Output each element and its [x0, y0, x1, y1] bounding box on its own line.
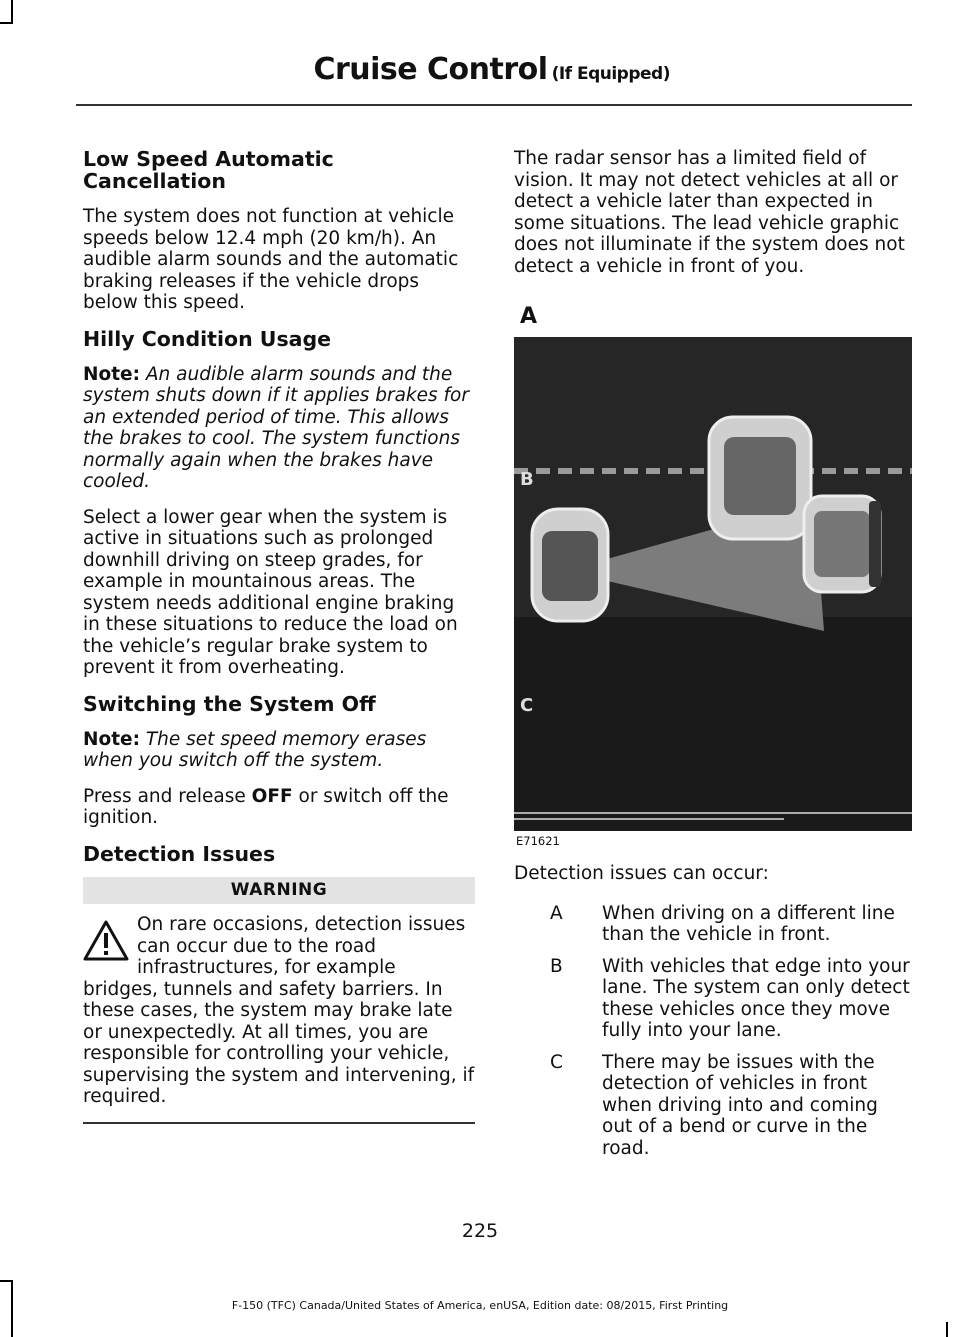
list-item-key: B	[550, 955, 563, 977]
figure-code: E71621	[516, 834, 560, 848]
warning-triangle-icon	[83, 920, 129, 962]
left-column	[83, 148, 475, 1124]
right-column	[514, 148, 912, 1169]
note-label: Note:	[83, 363, 140, 385]
paragraph-detection-intro: Detection issues can occur:	[514, 863, 769, 884]
page-number: 225	[461, 1220, 499, 1242]
header-subtitle: (If Equipped)	[551, 64, 670, 84]
warning-box	[83, 877, 475, 1124]
warning-label: WARNING	[83, 877, 475, 905]
figure-label-a: A	[520, 304, 538, 329]
lead-vehicle-icon	[804, 496, 881, 592]
crop-mark	[946, 1322, 948, 1337]
list-item-text: With vehicles that edge into your lane. The system can only detect these vehicles once they move fully into your lane.	[602, 955, 910, 1041]
heading-switch-off: Switching the System Off	[83, 691, 376, 716]
note-hilly-text: An audible alarm sounds and the system shuts down if it applies brakes for an extended period of time. This allows the brakes to cool. The system functions normally again when the brakes have cooled.	[83, 363, 469, 492]
list-item-text: There may be issues with the detection of vehicles in front when driving into and coming out of a bend or curve in the road.	[602, 1051, 878, 1159]
page-header	[313, 52, 670, 87]
off-key: OFF	[251, 785, 293, 807]
note-hilly	[83, 364, 475, 493]
header-rule	[76, 104, 912, 106]
list-item	[514, 1052, 912, 1160]
own-vehicle-icon	[532, 509, 608, 621]
paragraph-switch-off	[83, 786, 475, 829]
warning-text: On rare occasions, detection issues can occur due to the road infrastructures, for example bridges, tunnels and safety barriers. In these cases, the system may brake late or unexpectedly. At all times, you are responsible for controlling your vehicle, supervising the system and intervening, if required.	[83, 914, 475, 1107]
heading-low-speed: Low Speed Automatic Cancellation	[83, 147, 334, 193]
note-switch-off-text: The set speed memory erases when you switch off the system.	[83, 728, 427, 771]
warning-body	[83, 914, 475, 1108]
detection-figure	[514, 291, 912, 851]
paragraph-low-speed: The system does not function at vehicle speeds below 12.4 mph (20 km/h). An audible alarm sounds and the automatic braking releases if the vehicle drops below this speed.	[83, 206, 459, 313]
page-footer: F-150 (TFC) Canada/United States of America, enUSA, Edition date: 08/2015, First Printing	[231, 1299, 729, 1312]
edging-vehicle-icon	[709, 417, 811, 539]
figure-label-b: B	[520, 469, 534, 490]
paragraph-radar: The radar sensor has a limited field of vision. It may not detect vehicles at all or detect a vehicle later than expected in some situations. The lead vehicle graphic does not illuminate if the system does not detect a vehicle in front of you.	[514, 148, 905, 277]
list-item-key: C	[550, 1051, 563, 1073]
list-item-text: When driving on a different line than the vehicle in front.	[602, 902, 895, 945]
detection-illustration	[514, 291, 912, 831]
list-item	[514, 956, 912, 1042]
note-label: Note:	[83, 728, 140, 750]
switch-off-text-pre: Press and release	[83, 785, 252, 807]
figure-label-c: C	[520, 695, 534, 716]
header-title: Cruise Control	[313, 52, 548, 87]
note-switch-off	[83, 729, 475, 772]
crop-mark	[0, 22, 13, 24]
switch-off-text-post: or switch off the ignition.	[83, 785, 449, 828]
heading-hilly: Hilly Condition Usage	[83, 326, 332, 351]
crop-mark	[0, 1280, 13, 1282]
heading-detection: Detection Issues	[83, 841, 276, 866]
warning-rule	[83, 1122, 475, 1124]
list-item	[514, 903, 912, 946]
detection-issues-list	[514, 903, 912, 1160]
list-item-key: A	[550, 902, 563, 924]
crop-mark	[11, 0, 13, 24]
paragraph-hilly: Select a lower gear when the system is active in situations such as prolonged downhill driving on steep grades, for example in mountainous areas. The system needs additional engine braking in these situations to reduce the load on the vehicle’s regular brake system to prevent it from overheating.	[83, 506, 458, 678]
